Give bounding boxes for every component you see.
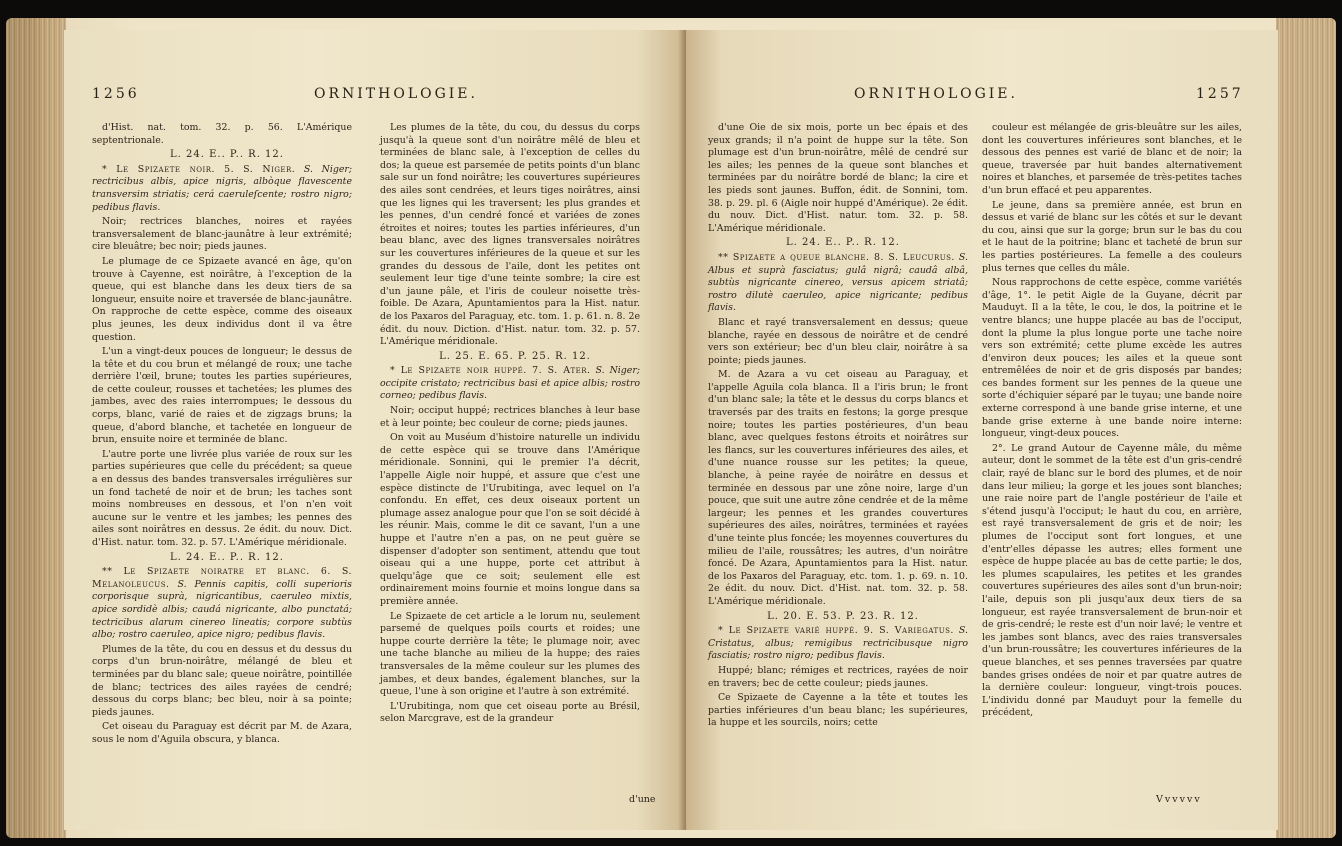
right-running-head: ORNITHOLOGIE. [854,86,1018,102]
right-signature: Vvvvvv [1156,794,1202,805]
paragraph: Le Spizaete de cet article a le lorum nu, seulement parsemé de quelques poils courts et roides; une huppe courte derrière la tête; le plumage noir, avec une tache blanche au milieu de la huppe; des raies transversales de la même couleur sur les plumes des jambes, et deux bandes, également blanches, sur la queue, l'une à son origine et l'autre à son extrémité. [380,610,640,698]
paragraph: 2°. Le grand Autour de Cayenne mâle, du même auteur, dont le sommet de la tête est d'un gris-cendré clair, rayé de blanc sur le bord des plumes, et de noir dans leur milieu; la gorge et les joues sont blanches; une raie noire part de l'angle postérieur de l'aile et s'étend jusqu'à l'occiput; le haut du cou, en arrière, est rayé transversalement de gris et de noir; les plumes de l'occiput sont fort longues, et une d'entr'elles dépasse les autres; elles forment une espèce de huppe placée au bas de cette partie; le dos, les plumes scapulaires, les petites et les grandes couvertures supérieures des ailes sont d'un brun-noir; l'aile, depuis son pli jusqu'aux deux tiers de sa longueur, est rayée transversalement de brun-noir et de gris-cendré; le reste est d'un noir lavé; le ventre et les jambes sont blancs, avec des raies transversales d'un brun-roussâtre; les couvertures inférieures de la queue blanches, et ses pennes traversées par quatre bandes grises ondées de noir et par quatre autres de la dernière couleur: longueur, vingt-trois pouces. L'individu donné par Mauduyt pour la femelle du précédent, [982,442,1242,719]
paragraph: Cet oiseau du Paraguay est décrit par M. de Azara, sous le nom d'Aguila obscura, y blanca. [92,721,352,745]
measurement-line: L. 24. E.. P.. R. 12. [170,551,284,563]
right-page-number: 1257 [1196,86,1244,102]
species-title: * Le Spizaete noir. 5. S. Niger. [102,163,296,175]
left-page [64,30,686,830]
paragraph: On voit au Muséum d'histoire naturelle un individu de cette espèce qui se trouve dans l'Amérique méridionale. Sonnini, qui le premier l'a décrit, l'appelle Aigle noir huppé, et assure que c'est une espèce distincte de l'Urubitinga, avec lequel on l'a confondu. En effet, ces deux oiseaux portent un plumage assez analogue pour que l'on se soit décidé à les réunir. Mais, comme le dit ce savant, l'un a une huppe et l'autre n'en a pas, on ne peut guère se dispenser d'adopter son sentiment, attendu que tout oiseau qui a une huppe, porte cet attribut à quelqu'âge que ce soit; seulement elle est ordinairement moins fournie et moins longue dans sa première année. [380,432,640,607]
paragraph: L'autre porte une livrée plus variée de roux sur les parties supérieures que celle du précédent; sa queue a en dessus des bandes transversales irrégulières sur un fond tacheté de noir et de brun; les taches sont moins nombreuses en dessous, et l'on n'en voit aucune sur le ventre et les jambes; les pennes des ailes sont noirâtres en dessus. 2e édit. du nouv. Dict. d'Hist. natur. tom. 32. p. 57. L'Amérique méridionale. [92,448,352,548]
left-page-edges [6,18,66,838]
species-diagnosis: S. Niger; occipite cristato; rectricibus basi et apice albis; rostro corneo; pedibus flavis. [380,365,640,402]
right-column-1 [708,122,968,732]
species-entry [708,252,968,315]
species-entry [380,365,640,403]
paragraph: couleur est mélangée de gris-bleuâtre sur les ailes, dont les couvertures inférieures sont blanches, et le dessous des pennes est varié de blanc et de noir; la queue, traversée par huit bandes alternativement noires et blanches, et parsemée de très-petites taches d'un brun effacé et peu apparentes. [982,122,1242,196]
paragraph: Noir; rectrices blanches, noires et rayées transversalement de blanc-jaunâtre à leur extrémité; cire bleuâtre; bec noir; pieds jaunes. [92,216,352,253]
species-diagnosis: S. Albus et suprà fasciatus; gulâ nigrâ; caudâ albâ, subtùs nigricante cinereo, versus apicem striatâ; rostro dilutè caeruleo, apice nigricante; pedibus flavis. [708,251,968,314]
species-title: * Le Spizaete noir huppé. 7. S. Ater. [390,365,591,377]
left-column-2 [380,122,640,728]
left-catchword: d'une [629,794,656,805]
species-title: * Le Spizaete varié huppé. 9. S. Variegatus. [718,625,954,637]
left-page-number: 1256 [92,86,140,102]
measurement-line: L. 20. E. 53. P. 23. R. 12. [767,610,919,622]
paragraph: d'Hist. nat. tom. 32. p. 56. L'Amérique septentrionale. [92,122,352,146]
paragraph: Nous rapprochons de cette espèce, comme variétés d'âge, 1°. le petit Aigle de la Guyane, décrit par Mauduyt. Il a la tête, le cou, le dos, la poitrine et le ventre blancs; une huppe placée au bas de l'occiput, dont la plume la plus longue porte une tache noire vers son extrémité; cette plume excède les autres d'environ deux pouces; les ailes et la queue sont entremêlées de noir et de gris disposés par bandes; ces bandes forment sur les pennes de la queue une sorte d'échiquier séparé par le tuyau; une bande noire externe correspond à une bande grise interne, et une bande grise externe à une bande noire interne: longueur, vingt-deux pouces. [982,277,1242,440]
paragraph: L'Urubitinga, nom que cet oiseau porte au Brésil, selon Marcgrave, est de la grandeur [380,700,640,725]
open-book [6,18,1336,838]
species-diagnosis: S. Niger; rectricibus albis, apice nigris, albòque flavescente transversim striatis; cerá caeruleſcente; rostro nigro; pedibus flavis. [92,163,353,213]
paragraph: Blanc et rayé transversalement en dessus; queue blanche, rayée en dessous de noirâtre et de cendré vers son extérieur; bec d'un bleu clair, noirâtre à sa pointe; pieds jaunes. [708,316,968,366]
species-entry [708,625,968,663]
paragraph: Le jeune, dans sa première année, est brun en dessus et varié de blanc sur les côtés et sur le devant du cou, ainsi que sur la gorge; brun sur le bas du cou et le haut de la poitrine; blanc et tacheté de brun sur les parties postérieures. La femelle a des couleurs plus ternes que celles du mâle. [982,199,1242,274]
measurement-line: L. 25. E. 65. P. 25. R. 12. [439,350,591,362]
paragraph: Plumes de la tête, du cou en dessus et du dessus du corps d'un brun-noirâtre, mélangé de bleu et terminées par du blanc sale; queue noirâtre, pointillée de blanc; tectrices des ailes rayées de cendré; dessous du corps blanc; bec bleu, noir à sa pointe; pieds jaunes. [92,643,352,718]
species-entry [92,566,352,642]
species-entry [92,164,352,214]
paragraph: Ce Spizaete de Cayenne a la tête et toutes les parties inférieures d'un beau blanc; les supérieures, la huppe et les sourcils, noirs; cette [708,692,968,729]
paragraph: Noir; occiput huppé; rectrices blanches à leur base et à leur pointe; bec couleur de corne; pieds jaunes. [380,405,640,429]
left-running-head: ORNITHOLOGIE. [314,86,478,102]
species-diagnosis: S. Pennis capitis, colli superioris corporisque suprà, nigricantibus, caeruleo mixtis, apice sordidè albis; caudá nigricante, albo punctatá; tectricibus alarum cinereo lineatis; corpore subtùs albo; rostro caeruleo, apice nigro; pedibus flavis. [92,578,352,641]
species-diagnosis: S. Cristatus, albus; remigibus rectricibusque nigro fasciatis; rostro nigro; pedibus flavis. [708,625,968,662]
species-title: ** Le Spizaete noiratre et blanc. 6. S. Melanoleucus. [92,566,352,590]
paragraph: Le plumage de ce Spizaete avancé en âge, qu'on trouve à Cayenne, est noirâtre, à l'exception de la queue, qui est blanche dans les deux tiers de sa longueur, ensuite noire et traversée de blanc-jaunâtre. On rapproche de cette espèce, comme des oiseaux plus jeunes, les deux individus dont il va être question. [92,255,352,343]
right-page [686,30,1278,830]
paragraph: L'un a vingt-deux pouces de longueur; le dessus de la tête et du cou brun et mélangé de roux; une tache derrière l'œil, brune; toutes les parties supérieures, de cette couleur, rousses et tachetées; les plumes des jambes, avec des raies interrompues; le dessous du corps, blanc, varié de raies et de zigzags bruns; la queue, d'abord blanche, et tachetée en longueur de brun, ensuite noire et terminée de blanc. [92,346,352,446]
left-column-1 [92,122,352,749]
right-page-edges [1276,18,1336,838]
paragraph: Huppé; blanc; rémiges et rectrices, rayées de noir en travers; bec de cette couleur; pieds jaunes. [708,664,968,689]
paragraph: d'une Oie de six mois, porte un bec épais et des yeux grands; il n'a point de huppe sur la tête. Son plumage est d'un brun-noirâtre, mêlé de cendré sur les ailes; les pennes de la queue sont blanches et terminées par du noirâtre bordé de blanc; la cire et les pieds sont jaunes. Buffon, édit. de Sonnini, tom. 38. p. 29. pl. 6 (Aigle noir huppé d'Amérique). 2e édit. du nouv. Dict. d'Hist. natur. tom. 32. p. 58. L'Amérique méridionale. [708,122,968,234]
paragraph: Les plumes de la tête, du cou, du dessus du corps jusqu'à la queue sont d'un noirâtre mêlé de bleu et terminées de blanc sale, à l'exception de celles du dos; la queue est parsemée de petits points d'un blanc sale sur un fond noirâtre; les couvertures supérieures des ailes sont cendrées, et leurs tiges noirâtres, ainsi que les lignes qui les traversent; les plus grandes et les pennes, d'un cendré foncé et variées de zones étroites et noires; toutes les parties inférieures, d'un beau blanc, avec des lignes transversales noirâtres sur les couvertures inférieures de la queue et sur les grandes du dessous de l'aile, dont les petites ont seulement leur tige d'une teinte sombre; la cire est d'un jaune pâle, et l'iris de couleur noisette très-foible. De Azara, Apuntamientos para la Hist. natur. de los Paxaros del Paraguay, etc. tom. 1. p. 61. n. 8. 2e édit. du nouv. Diction. d'Hist. natur. tom. 32. p. 57. L'Amérique méridionale. [380,122,640,348]
measurement-line: L. 24. E.. P.. R. 12. [786,237,900,249]
measurement-line: L. 24. E.. P.. R. 12. [170,149,284,161]
paragraph: M. de Azara a vu cet oiseau au Paraguay, et l'appelle Aguila cola blanca. Il a l'iris brun; le front d'un blanc sale; la tête et le dessus du corps blancs et traversés par des traits en festons; la gorge presque noire; toutes les parties postérieures, d'un beau blanc, avec quelques festons étroits et noirâtres sur les flancs, sur les couvertures inférieures des ailes, et d'une nuance rousse sur les petites; la queue, blanche, à peine rayée de noirâtre en dessus et terminée en dessous par une zône noire, large d'un pouce, que suit une autre zône cendrée et de la même largeur; les pennes et les grandes couvertures supérieures des ailes, noirâtres, terminées et rayées d'une teinte plus foncée; les moyennes couvertures du milieu de l'aile, roussâtres; les autres, d'un noirâtre foncé. De Azara, Apuntamientos para la Hist. natur. de los Paxaros del Paraguay, etc. tom. 1. p. 69. n. 10. 2e édit. du nouv. Dict. d'Hist. nat. tom. 32. p. 58. L'Amérique méridionale. [708,369,968,607]
right-column-2 [982,122,1242,722]
species-title: ** Spizaete a queue blanche. 8. S. Leucurus. [718,251,955,263]
